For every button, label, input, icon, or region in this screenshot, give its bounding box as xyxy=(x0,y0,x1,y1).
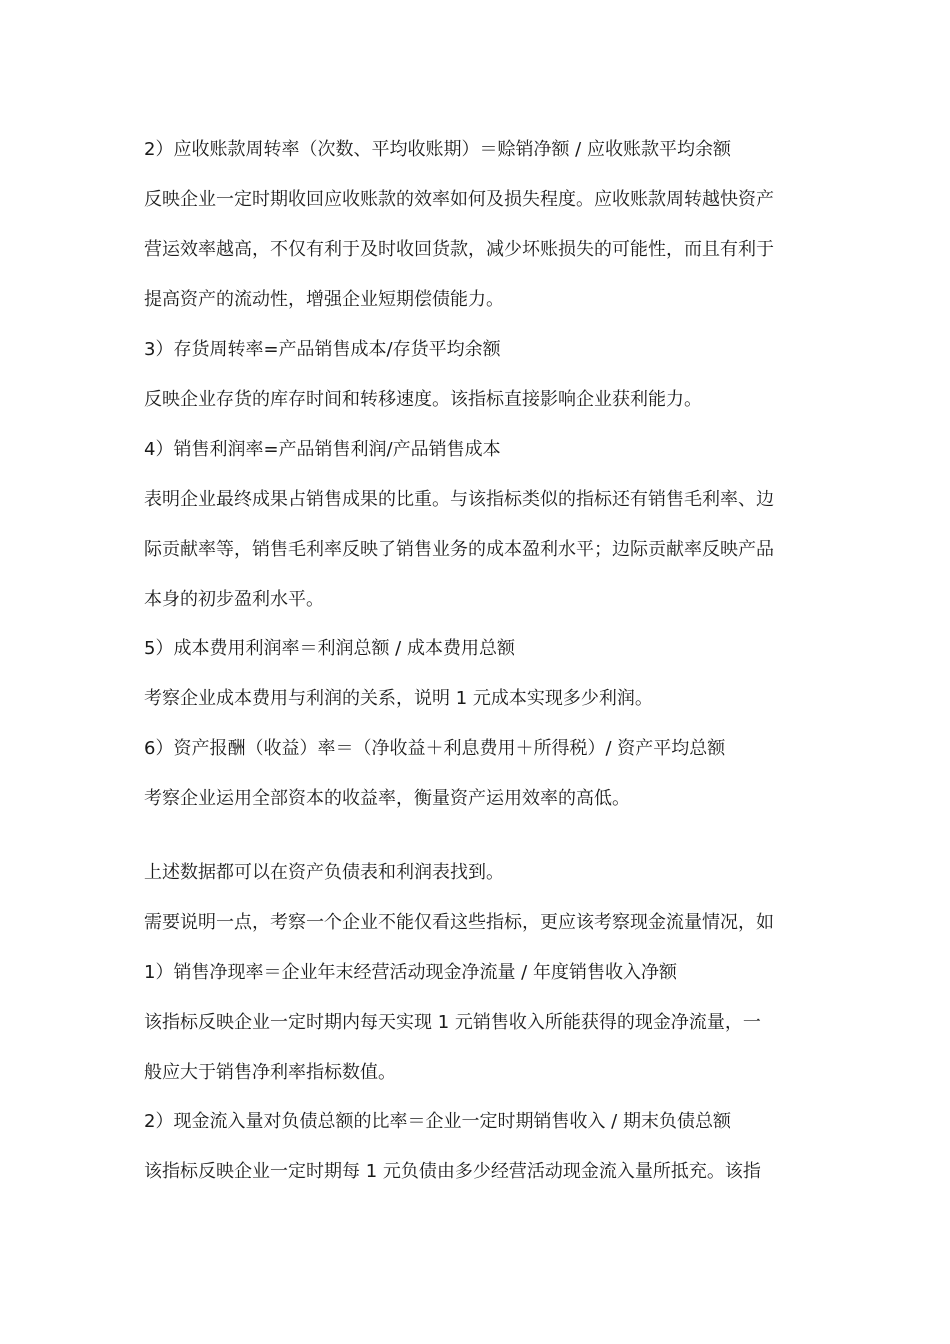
text-line: 考察企业成本费用与利润的关系，说明 1 元成本实现多少利润。 xyxy=(144,688,653,709)
text-line: 2）应收账款周转率（次数、平均收账期）＝赊销净额 / 应收账款平均余额 xyxy=(144,139,731,160)
text-line: 该指标反映企业一定时期每 1 元负债由多少经营活动现金流入量所抵充。该指 xyxy=(144,1161,761,1182)
text-line: 表明企业最终成果占销售成果的比重。与该指标类似的指标还有销售毛利率、边 xyxy=(144,489,774,510)
text-line: 般应大于销售净利率指标数值。 xyxy=(144,1062,396,1083)
text-line: 反映企业存货的库存时间和转移速度。该指标直接影响企业获利能力。 xyxy=(144,389,702,410)
text-line: 提高资产的流动性，增强企业短期偿债能力。 xyxy=(144,289,504,310)
text-line: 营运效率越高，不仅有利于及时收回货款，减少坏账损失的可能性，而且有利于 xyxy=(144,239,774,260)
text-line: 3）存货周转率=产品销售成本/存货平均余额 xyxy=(144,339,501,360)
text-line: 该指标反映企业一定时期内每天实现 1 元销售收入所能获得的现金净流量，一 xyxy=(144,1012,761,1033)
text-line: 考察企业运用全部资本的收益率，衡量资产运用效率的高低。 xyxy=(144,788,630,809)
text-line: 4）销售利润率=产品销售利润/产品销售成本 xyxy=(144,439,501,460)
text-line: 本身的初步盈利水平。 xyxy=(144,589,324,610)
text-line: 需要说明一点，考察一个企业不能仅看这些指标，更应该考察现金流量情况，如 xyxy=(144,912,774,933)
text-line: 际贡献率等，销售毛利率反映了销售业务的成本盈利水平；边际贡献率反映产品 xyxy=(144,539,774,560)
text-line: 5）成本费用利润率＝利润总额 / 成本费用总额 xyxy=(144,638,515,659)
text-line: 反映企业一定时期收回应收账款的效率如何及损失程度。应收账款周转越快资产 xyxy=(144,189,774,210)
text-line: 2）现金流入量对负债总额的比率＝企业一定时期销售收入 / 期末负债总额 xyxy=(144,1111,731,1132)
text-line: 1）销售净现率＝企业年末经营活动现金净流量 / 年度销售收入净额 xyxy=(144,962,677,983)
text-line: 6）资产报酬（收益）率＝（净收益＋利息费用＋所得税）/ 资产平均总额 xyxy=(144,738,726,759)
text-line: 上述数据都可以在资产负债表和利润表找到。 xyxy=(144,862,504,883)
